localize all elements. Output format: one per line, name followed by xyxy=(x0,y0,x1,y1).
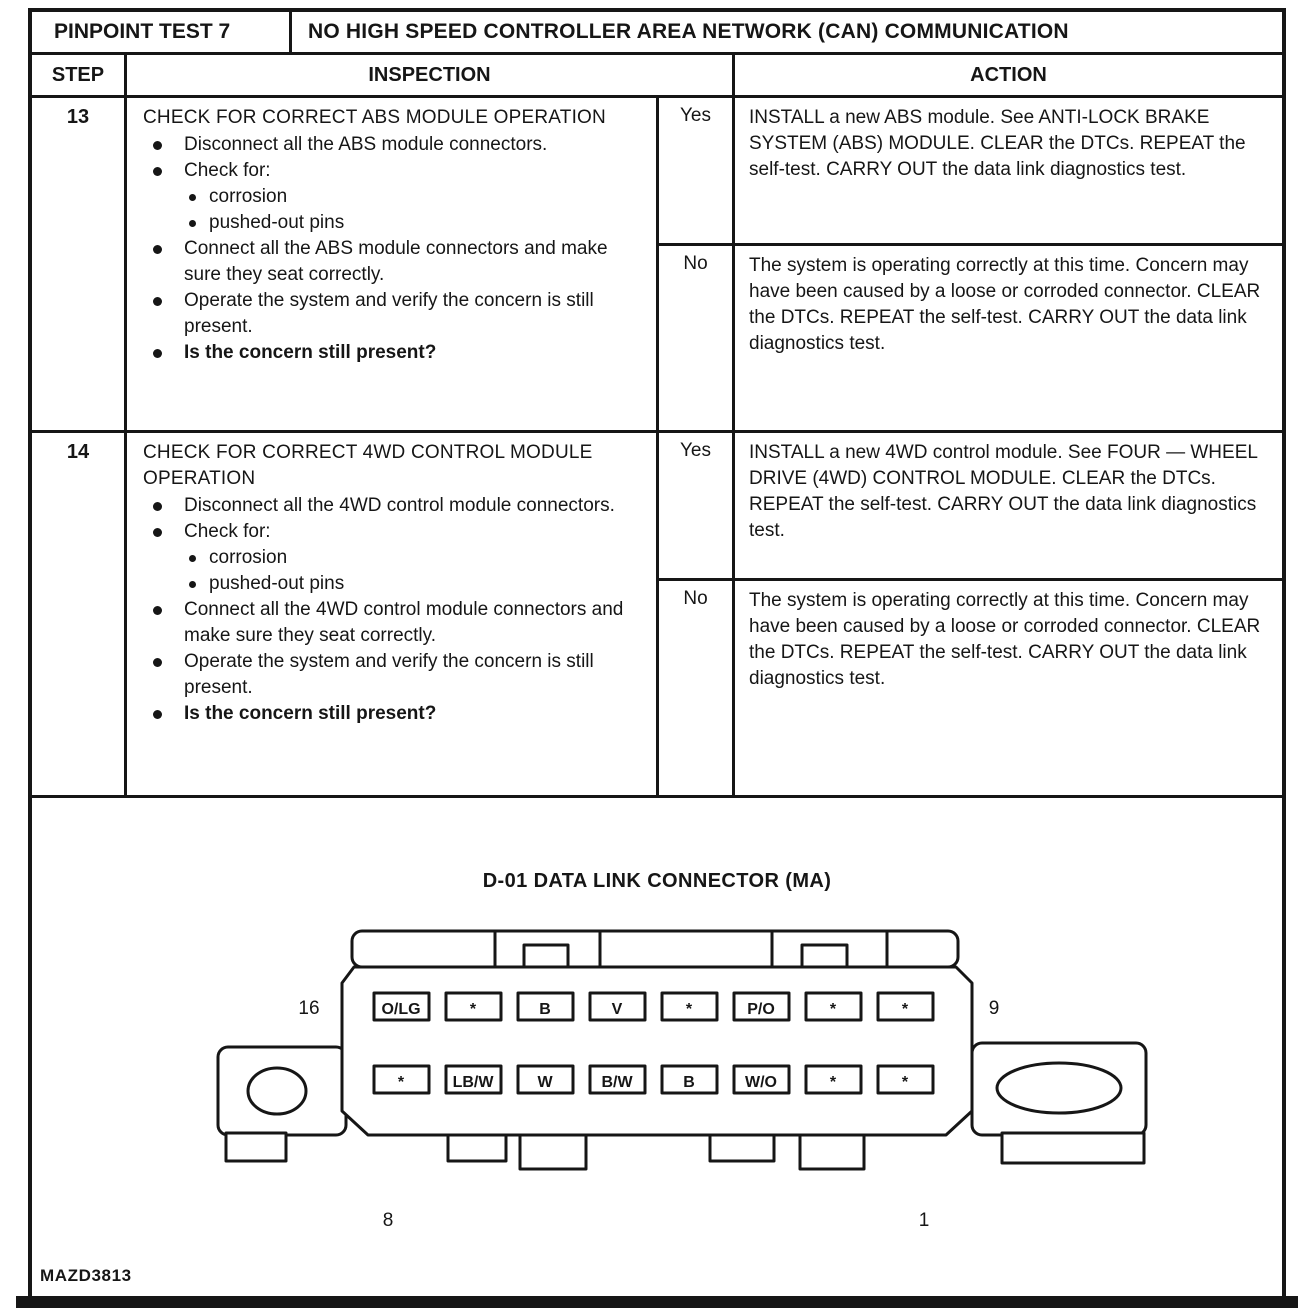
top-strip xyxy=(352,931,958,967)
pin-label: B/W xyxy=(601,1074,633,1091)
pin-label: * xyxy=(829,1074,837,1091)
pin-number-9: 9 xyxy=(988,998,1000,1019)
page-frame xyxy=(28,8,1286,1302)
top-strip-slot xyxy=(524,945,568,967)
bottom-tab xyxy=(800,1135,864,1169)
column-header-inspection: INSPECTION xyxy=(127,55,735,95)
bottom-tab xyxy=(710,1135,774,1161)
action-yes-branch xyxy=(659,98,1282,243)
bottom-tab xyxy=(520,1135,586,1169)
connector-diagram-title: D-01 DATA LINK CONNECTOR (MA) xyxy=(482,870,832,892)
pin-label: * xyxy=(469,1001,477,1018)
connector-diagram-section xyxy=(32,798,1282,1298)
action-yes-branch xyxy=(659,433,1282,578)
inspection-question: Is the concern still present? xyxy=(143,701,646,727)
pin-label: LB/W xyxy=(452,1074,494,1091)
pin-label: B xyxy=(539,1001,551,1018)
pinpoint-test-label: PINPOINT TEST 7 xyxy=(32,12,292,52)
bullet-icon xyxy=(153,606,162,615)
inspection-bullet: Operate the system and verify the concern is still present. xyxy=(143,649,646,701)
pin-label: * xyxy=(397,1074,405,1091)
inspection-bullet: Connect all the ABS module connectors and make sure they seat correctly. xyxy=(143,236,646,288)
pin-label: B xyxy=(683,1074,695,1091)
no-action-text: The system is operating correctly at this time. Concern may have been caused by a loose or corroded connector. CLEAR the DTCs. REPEAT the self-test. CARRY OUT the data link diagnostics test. xyxy=(749,590,1261,689)
pin-number-16: 16 xyxy=(298,998,320,1019)
bullet-icon xyxy=(153,167,162,176)
pin-label: O/LG xyxy=(381,1001,421,1018)
step-number: 13 xyxy=(32,98,127,430)
yes-label: Yes xyxy=(659,433,735,578)
right-mounting-hole xyxy=(997,1063,1121,1113)
inspection-sub-bullet: pushed-out pins xyxy=(143,210,646,236)
action-no-branch xyxy=(659,578,1282,795)
inspection-bullet: Disconnect all the ABS module connectors. xyxy=(143,132,646,158)
inspection-title: CHECK FOR CORRECT ABS MODULE OPERATION xyxy=(143,107,606,128)
pin-label: * xyxy=(829,1001,837,1018)
table-row-step-13 xyxy=(32,98,1282,433)
inspection-sub-bullet: corrosion xyxy=(143,545,646,571)
no-label: No xyxy=(659,246,735,430)
inspection-sub-bullet: corrosion xyxy=(143,184,646,210)
yes-action-text: INSTALL a new ABS module. See ANTI-LOCK BRAKE SYSTEM (ABS) MODULE. CLEAR the DTCs. REPEAT the self-test. CARRY OUT the data link diagnostics test. xyxy=(749,107,1246,180)
column-header-step: STEP xyxy=(32,55,127,95)
column-header-action: ACTION xyxy=(970,63,1047,86)
table-row-step-14 xyxy=(32,433,1282,798)
action-cell xyxy=(659,433,1282,795)
document-code: MAZD3813 xyxy=(40,1266,132,1285)
pin-label: * xyxy=(685,1001,693,1018)
bullet-icon xyxy=(153,502,162,511)
bullet-icon xyxy=(153,710,162,719)
inspection-bullet: Connect all the 4WD control module connectors and make sure they seat correctly. xyxy=(143,597,646,649)
pin-label: * xyxy=(901,1074,909,1091)
yes-action-text: INSTALL a new 4WD control module. See FOUR — WHEEL DRIVE (4WD) CONTROL MODULE. CLEAR the DTCs. REPEAT the self-test. CARRY OUT the data link diagnostics test. xyxy=(749,442,1258,541)
connector-diagram xyxy=(202,925,1282,1242)
pin-label: W/O xyxy=(745,1074,777,1091)
no-label: No xyxy=(659,581,735,795)
inspection-cell xyxy=(127,98,659,430)
bullet-icon xyxy=(189,555,196,562)
pin-number-8: 8 xyxy=(382,1210,394,1231)
right-ear-foot xyxy=(1002,1133,1144,1163)
bullet-icon xyxy=(189,194,196,201)
bullet-icon xyxy=(153,297,162,306)
bullet-icon xyxy=(153,245,162,254)
yes-label: Yes xyxy=(659,98,735,243)
data-link-connector-drawing xyxy=(202,925,1162,1237)
left-mounting-hole xyxy=(248,1068,306,1114)
inspection-bullet: Check for: xyxy=(143,519,646,545)
inspection-bullet: Disconnect all the 4WD control module connectors. xyxy=(143,493,646,519)
action-no-branch xyxy=(659,243,1282,430)
pinpoint-test-header xyxy=(32,12,1282,55)
top-strip-slot xyxy=(802,945,847,967)
pin-label: P/O xyxy=(747,1001,775,1018)
bullet-icon xyxy=(189,581,196,588)
no-action-text: The system is operating correctly at this time. Concern may have been caused by a loose or corroded connector. CLEAR the DTCs. REPEAT the self-test. CARRY OUT the data link diagnostics test. xyxy=(749,255,1261,354)
inspection-title: CHECK FOR CORRECT 4WD CONTROL MODULE OPERATION xyxy=(143,442,593,489)
inspection-sub-bullet: pushed-out pins xyxy=(143,571,646,597)
bullet-icon xyxy=(153,349,162,358)
inspection-question: Is the concern still present? xyxy=(143,340,646,366)
column-header-row xyxy=(32,55,1282,98)
pinpoint-test-title: NO HIGH SPEED CONTROLLER AREA NETWORK (CAN) COMMUNICATION xyxy=(308,20,1069,43)
step-number: 14 xyxy=(32,433,127,795)
bullet-icon xyxy=(153,141,162,150)
pin-label: W xyxy=(537,1074,553,1091)
bullet-icon xyxy=(153,528,162,537)
inspection-bullet: Check for: xyxy=(143,158,646,184)
pin-label: * xyxy=(901,1001,909,1018)
left-ear-foot xyxy=(226,1133,286,1161)
inspection-bullet: Operate the system and verify the concern is still present. xyxy=(143,288,646,340)
inspection-cell xyxy=(127,433,659,795)
page-bottom-rule xyxy=(16,1296,1298,1308)
bullet-icon xyxy=(189,220,196,227)
pin-label: V xyxy=(611,1001,623,1018)
bottom-tab xyxy=(448,1135,506,1161)
bullet-icon xyxy=(153,658,162,667)
pin-number-1: 1 xyxy=(918,1210,930,1231)
action-cell xyxy=(659,98,1282,430)
